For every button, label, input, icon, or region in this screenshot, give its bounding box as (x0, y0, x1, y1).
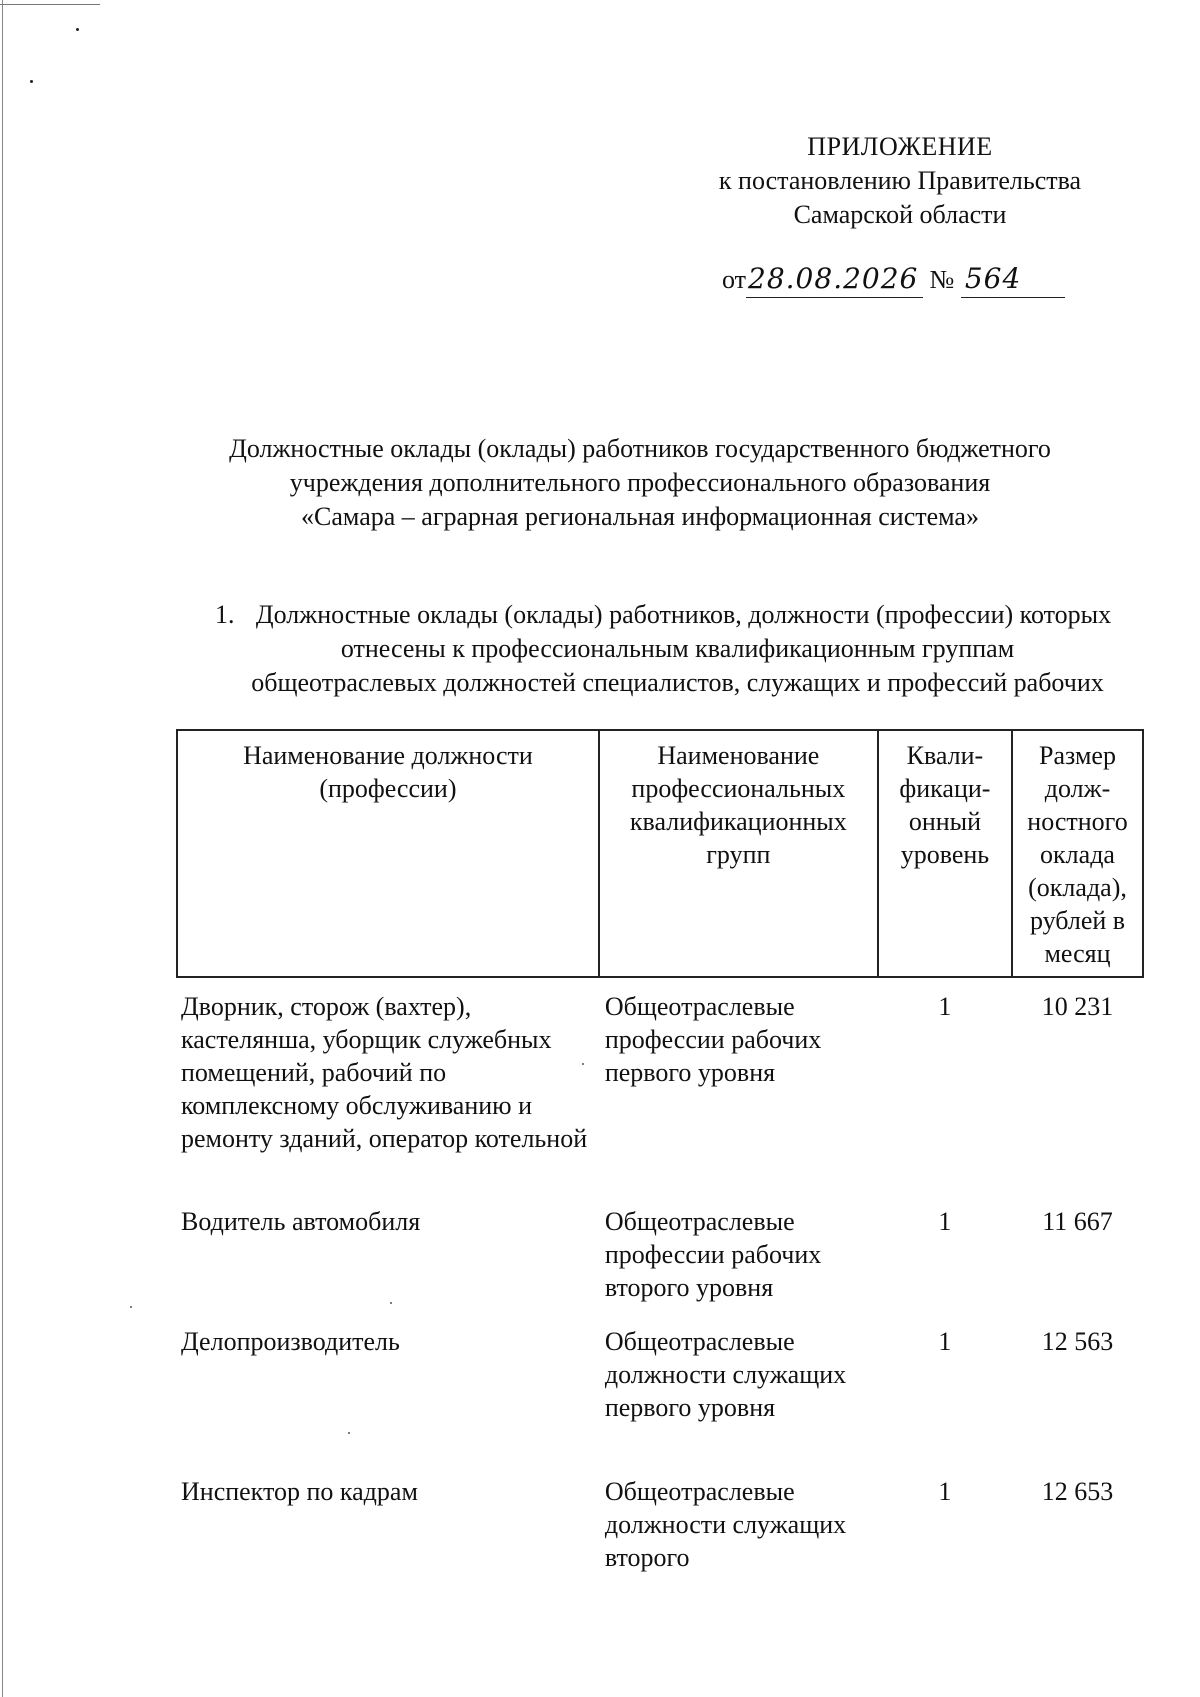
table-row (177, 977, 1143, 1195)
appendix-line: к постановлению Правительства (718, 166, 1082, 195)
cell-salary: 10 231 (1041, 992, 1114, 1021)
section-line: общеотраслевых должностей специалистов, служащих и профессий рабочих (251, 668, 1104, 697)
cell-position: Делопроизводитель (181, 1327, 400, 1356)
header-position: Наименование должности (профессии) (177, 730, 599, 977)
section-heading (200, 598, 1155, 700)
cell-level: 1 (938, 1327, 952, 1356)
scan-speck (130, 1306, 132, 1308)
scan-speck (76, 28, 79, 31)
header-salary: Размер долж-ностного оклада (оклада), рублей в месяц (1012, 730, 1143, 977)
cell-level: 1 (938, 1207, 952, 1236)
appendix-block (680, 130, 1120, 232)
scan-edge-line (2, 0, 3, 1697)
cell-group: Общеотраслевые профессии рабочих второго уровня (604, 1207, 822, 1302)
title-line: Должностные оклады (оклады) работников государственного бюджетного (229, 434, 1051, 463)
from-label: от (722, 265, 747, 294)
title-line: учреждения дополнительного профессионального образования (289, 468, 991, 497)
cell-position: Водитель автомобиля (181, 1207, 421, 1236)
cell-position: Инспектор по кадрам (181, 1477, 418, 1506)
header-group: Наименование профессиональных квалификационных групп (599, 730, 878, 977)
section-line: отнесены к профессиональным квалификационным группам (340, 634, 1015, 663)
handwritten-date: 28.08.2026 (748, 262, 919, 295)
cell-group: Общеотраслевые должности служащих первого уровня (604, 1327, 847, 1422)
table-row (177, 1465, 1143, 1585)
reference-line (722, 262, 1082, 298)
date-field (746, 262, 923, 298)
appendix-title: ПРИЛОЖЕНИЕ (807, 132, 993, 161)
cell-salary: 11 667 (1042, 1207, 1113, 1236)
number-label: № (929, 265, 955, 294)
cell-group: Общеотраслевые должности служащих второго (604, 1477, 847, 1572)
document-title (150, 432, 1130, 534)
number-field (961, 262, 1065, 298)
cell-position: Дворник, сторож (вахтер), кастелянша, уборщик служебных помещений, рабочий по комплексному обслуживанию и ремонту зданий, оператор котельной (181, 992, 588, 1153)
appendix-line: Самарской области (793, 200, 1007, 229)
table-row (177, 1315, 1143, 1465)
table-row (177, 1195, 1143, 1315)
salary-table (176, 729, 1144, 1585)
scan-speck (30, 80, 33, 83)
handwritten-number: 564 (964, 262, 1022, 295)
header-level: Квали-фикаци-онный уровень (878, 730, 1012, 977)
cell-level: 1 (938, 992, 952, 1021)
cell-salary: 12 563 (1041, 1327, 1114, 1356)
cell-group: Общеотраслевые профессии рабочих первого уровня (604, 992, 822, 1087)
table-header-row (177, 730, 1143, 977)
cell-level: 1 (938, 1477, 952, 1506)
section-number: 1. (215, 600, 235, 629)
scan-top-line (0, 4, 100, 5)
title-line: «Самара – аграрная региональная информационная система» (301, 502, 979, 531)
cell-salary: 12 653 (1041, 1477, 1114, 1506)
section-line: Должностные оклады (оклады) работников, должности (профессии) которых (255, 600, 1112, 629)
